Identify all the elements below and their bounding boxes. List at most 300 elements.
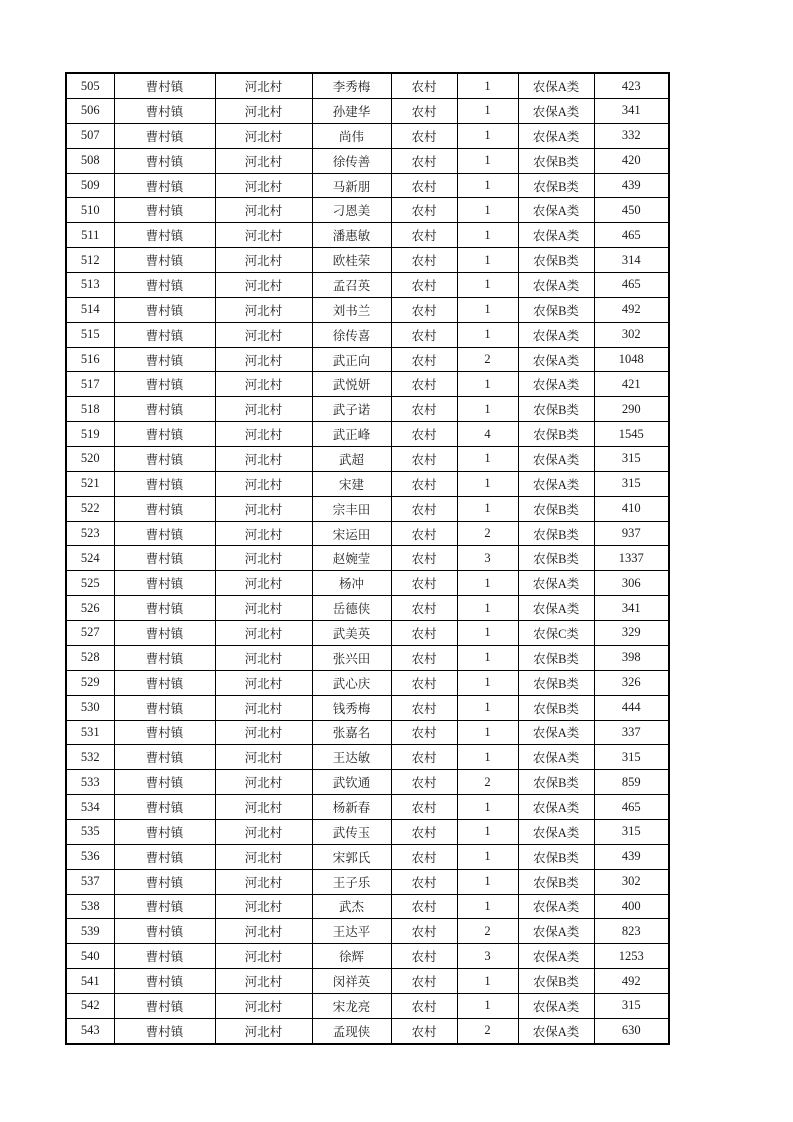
table-cell: 2: [457, 521, 518, 546]
table-cell: 507: [66, 123, 114, 148]
table-row: [66, 546, 669, 571]
table-cell: 农保B类: [518, 546, 594, 571]
table-cell: 1: [457, 273, 518, 298]
table-cell: 农保B类: [518, 297, 594, 322]
table-cell: 423: [594, 73, 669, 99]
table-cell: 农保A类: [518, 819, 594, 844]
table-cell: 曹村镇: [114, 720, 215, 745]
table-cell: 岳德侠: [312, 596, 391, 621]
table-cell: 410: [594, 496, 669, 521]
table-cell: 521: [66, 471, 114, 496]
table-cell: 曹村镇: [114, 596, 215, 621]
table-cell: 曹村镇: [114, 173, 215, 198]
table-cell: 潘惠敏: [312, 223, 391, 248]
table-cell: 农保B类: [518, 148, 594, 173]
table-cell: 509: [66, 173, 114, 198]
table-cell: 河北村: [215, 621, 312, 646]
table-cell: 河北村: [215, 347, 312, 372]
table-cell: 1253: [594, 944, 669, 969]
table-cell: 1: [457, 123, 518, 148]
table-cell: 农保B类: [518, 969, 594, 994]
table-cell: 曹村镇: [114, 248, 215, 273]
table-cell: 524: [66, 546, 114, 571]
table-cell: 曹村镇: [114, 397, 215, 422]
table-cell: 曹村镇: [114, 123, 215, 148]
table-cell: 河北村: [215, 148, 312, 173]
table-cell: 1: [457, 148, 518, 173]
table-cell: 武传玉: [312, 819, 391, 844]
table-cell: 杨冲: [312, 571, 391, 596]
table-cell: 武杰: [312, 894, 391, 919]
table-row: [66, 372, 669, 397]
table-cell: 农保B类: [518, 670, 594, 695]
table-cell: 王达敏: [312, 745, 391, 770]
table-cell: 河北村: [215, 844, 312, 869]
table-cell: 329: [594, 621, 669, 646]
table-cell: 徐传喜: [312, 322, 391, 347]
table-cell: 河北村: [215, 322, 312, 347]
table-cell: 439: [594, 844, 669, 869]
table-cell: 1: [457, 670, 518, 695]
table-cell: 曹村镇: [114, 521, 215, 546]
table-cell: 1: [457, 397, 518, 422]
table-cell: 1: [457, 173, 518, 198]
table-cell: 1: [457, 795, 518, 820]
table-cell: 曹村镇: [114, 571, 215, 596]
table-row: [66, 720, 669, 745]
table-cell: 农村: [391, 745, 457, 770]
table-cell: 张兴田: [312, 645, 391, 670]
table-cell: 4: [457, 422, 518, 447]
table-cell: 曹村镇: [114, 347, 215, 372]
table-cell: 1: [457, 695, 518, 720]
table-cell: 张嘉名: [312, 720, 391, 745]
table-cell: 326: [594, 670, 669, 695]
table-row: [66, 770, 669, 795]
table-cell: 531: [66, 720, 114, 745]
table-cell: 1: [457, 894, 518, 919]
table-cell: 曹村镇: [114, 919, 215, 944]
table-cell: 农村: [391, 944, 457, 969]
table-cell: 曹村镇: [114, 695, 215, 720]
table-cell: 538: [66, 894, 114, 919]
table-body: [66, 73, 669, 1044]
table-cell: 宋建: [312, 471, 391, 496]
table-row: [66, 944, 669, 969]
table-cell: 533: [66, 770, 114, 795]
table-cell: 859: [594, 770, 669, 795]
table-cell: 农村: [391, 422, 457, 447]
table-cell: 1: [457, 745, 518, 770]
table-cell: 1: [457, 720, 518, 745]
table-cell: 武超: [312, 447, 391, 472]
table-cell: 农保A类: [518, 198, 594, 223]
table-cell: 农保A类: [518, 795, 594, 820]
table-cell: 1: [457, 471, 518, 496]
table-cell: 武心庆: [312, 670, 391, 695]
table-cell: 2: [457, 770, 518, 795]
table-cell: 536: [66, 844, 114, 869]
table-cell: 农村: [391, 844, 457, 869]
table-cell: 武子诺: [312, 397, 391, 422]
table-row: [66, 1018, 669, 1044]
table-cell: 徐辉: [312, 944, 391, 969]
table-cell: 农村: [391, 720, 457, 745]
table-cell: 农保B类: [518, 248, 594, 273]
table-cell: 曹村镇: [114, 372, 215, 397]
table-cell: 曹村镇: [114, 993, 215, 1018]
table-cell: 1337: [594, 546, 669, 571]
table-cell: 农村: [391, 670, 457, 695]
table-cell: 河北村: [215, 670, 312, 695]
table-cell: 1: [457, 596, 518, 621]
table-cell: 农村: [391, 223, 457, 248]
table-cell: 河北村: [215, 745, 312, 770]
table-cell: 514: [66, 297, 114, 322]
table-row: [66, 198, 669, 223]
table-cell: 农村: [391, 99, 457, 124]
table-cell: 542: [66, 993, 114, 1018]
table-cell: 河北村: [215, 99, 312, 124]
table-cell: 农保B类: [518, 645, 594, 670]
table-cell: 1: [457, 447, 518, 472]
table-cell: 1: [457, 223, 518, 248]
table-cell: 农村: [391, 471, 457, 496]
table-cell: 农保A类: [518, 372, 594, 397]
table-cell: 444: [594, 695, 669, 720]
table-cell: 李秀梅: [312, 73, 391, 99]
table-cell: 农村: [391, 148, 457, 173]
table-cell: 519: [66, 422, 114, 447]
table-row: [66, 571, 669, 596]
table-cell: 农村: [391, 596, 457, 621]
table-cell: 农村: [391, 546, 457, 571]
table-cell: 525: [66, 571, 114, 596]
table-cell: 420: [594, 148, 669, 173]
table-cell: 1: [457, 73, 518, 99]
table-cell: 农村: [391, 969, 457, 994]
table-row: [66, 347, 669, 372]
table-cell: 314: [594, 248, 669, 273]
table-cell: 439: [594, 173, 669, 198]
table-cell: 450: [594, 198, 669, 223]
table-cell: 492: [594, 969, 669, 994]
table-cell: 曹村镇: [114, 844, 215, 869]
table-row: [66, 869, 669, 894]
table-cell: 农保B类: [518, 844, 594, 869]
table-row: [66, 173, 669, 198]
table-cell: 537: [66, 869, 114, 894]
table-row: [66, 123, 669, 148]
table-cell: 1: [457, 198, 518, 223]
table-cell: 河北村: [215, 248, 312, 273]
table-cell: 510: [66, 198, 114, 223]
table-cell: 518: [66, 397, 114, 422]
table-cell: 刘书兰: [312, 297, 391, 322]
table-row: [66, 397, 669, 422]
table-cell: 512: [66, 248, 114, 273]
table-cell: 曹村镇: [114, 322, 215, 347]
table-cell: 农保B类: [518, 695, 594, 720]
table-cell: 农村: [391, 819, 457, 844]
table-cell: 农保B类: [518, 397, 594, 422]
table-cell: 农保A类: [518, 993, 594, 1018]
table-cell: 武正峰: [312, 422, 391, 447]
table-cell: 曹村镇: [114, 148, 215, 173]
table-cell: 523: [66, 521, 114, 546]
table-cell: 315: [594, 745, 669, 770]
table-cell: 马新朋: [312, 173, 391, 198]
table-cell: 630: [594, 1018, 669, 1044]
table-cell: 河北村: [215, 993, 312, 1018]
table-row: [66, 894, 669, 919]
table-cell: 农保A类: [518, 123, 594, 148]
table-cell: 曹村镇: [114, 198, 215, 223]
table-cell: 武钦通: [312, 770, 391, 795]
table-cell: 315: [594, 819, 669, 844]
table-cell: 农保A类: [518, 322, 594, 347]
table-cell: 522: [66, 496, 114, 521]
table-cell: 农保B类: [518, 173, 594, 198]
table-cell: 尚伟: [312, 123, 391, 148]
table-cell: 河北村: [215, 944, 312, 969]
table-cell: 332: [594, 123, 669, 148]
table-cell: 曹村镇: [114, 670, 215, 695]
table-cell: 河北村: [215, 496, 312, 521]
table-cell: 农村: [391, 123, 457, 148]
table-cell: 3: [457, 546, 518, 571]
table-cell: 341: [594, 596, 669, 621]
table-row: [66, 99, 669, 124]
table-cell: 徐传善: [312, 148, 391, 173]
table-cell: 337: [594, 720, 669, 745]
table-cell: 302: [594, 869, 669, 894]
table-row: [66, 447, 669, 472]
table-cell: 河北村: [215, 571, 312, 596]
table-cell: 农保A类: [518, 919, 594, 944]
table-cell: 1: [457, 99, 518, 124]
table-cell: 曹村镇: [114, 894, 215, 919]
table-cell: 农村: [391, 621, 457, 646]
table-cell: 河北村: [215, 645, 312, 670]
table-cell: 王达平: [312, 919, 391, 944]
table-row: [66, 273, 669, 298]
table-cell: 农村: [391, 198, 457, 223]
table-cell: 315: [594, 471, 669, 496]
table-cell: 曹村镇: [114, 621, 215, 646]
table-cell: 540: [66, 944, 114, 969]
table-cell: 河北村: [215, 73, 312, 99]
table-cell: 1: [457, 869, 518, 894]
table-cell: 农村: [391, 73, 457, 99]
table-cell: 506: [66, 99, 114, 124]
table-row: [66, 645, 669, 670]
table-cell: 曹村镇: [114, 819, 215, 844]
table-cell: 526: [66, 596, 114, 621]
table-row: [66, 969, 669, 994]
table-cell: 513: [66, 273, 114, 298]
table-cell: 宋郭氏: [312, 844, 391, 869]
table-cell: 290: [594, 397, 669, 422]
table-cell: 530: [66, 695, 114, 720]
table-row: [66, 73, 669, 99]
table-cell: 河北村: [215, 372, 312, 397]
table-cell: 农村: [391, 993, 457, 1018]
table-row: [66, 496, 669, 521]
table-cell: 农村: [391, 770, 457, 795]
table-cell: 河北村: [215, 546, 312, 571]
table-cell: 1: [457, 372, 518, 397]
table-cell: 闵祥英: [312, 969, 391, 994]
table-cell: 宋运田: [312, 521, 391, 546]
table-cell: 937: [594, 521, 669, 546]
table-cell: 823: [594, 919, 669, 944]
table-cell: 534: [66, 795, 114, 820]
table-cell: 511: [66, 223, 114, 248]
table-cell: 465: [594, 273, 669, 298]
table-row: [66, 297, 669, 322]
table-cell: 武正向: [312, 347, 391, 372]
table-cell: 刁恩美: [312, 198, 391, 223]
table-cell: 河北村: [215, 471, 312, 496]
table-cell: 1048: [594, 347, 669, 372]
table-cell: 河北村: [215, 869, 312, 894]
table-cell: 河北村: [215, 969, 312, 994]
table-cell: 河北村: [215, 795, 312, 820]
table-cell: 农保A类: [518, 273, 594, 298]
table-cell: 农村: [391, 894, 457, 919]
table-cell: 河北村: [215, 297, 312, 322]
table-cell: 河北村: [215, 397, 312, 422]
table-cell: 王子乐: [312, 869, 391, 894]
table-cell: 农保A类: [518, 73, 594, 99]
table-cell: 宋龙亮: [312, 993, 391, 1018]
table-cell: 528: [66, 645, 114, 670]
table-cell: 农保A类: [518, 894, 594, 919]
table-cell: 河北村: [215, 770, 312, 795]
table-cell: 2: [457, 1018, 518, 1044]
table-cell: 河北村: [215, 521, 312, 546]
table-cell: 1: [457, 993, 518, 1018]
table-row: [66, 695, 669, 720]
table-row: [66, 745, 669, 770]
table-cell: 农保C类: [518, 621, 594, 646]
table-cell: 农保B类: [518, 521, 594, 546]
table-cell: 农保A类: [518, 447, 594, 472]
table-cell: 农村: [391, 273, 457, 298]
table-cell: 曹村镇: [114, 496, 215, 521]
table-cell: 农保A类: [518, 720, 594, 745]
table-cell: 河北村: [215, 198, 312, 223]
table-cell: 曹村镇: [114, 73, 215, 99]
table-cell: 农村: [391, 372, 457, 397]
table-cell: 农村: [391, 919, 457, 944]
table-row: [66, 248, 669, 273]
table-cell: 河北村: [215, 695, 312, 720]
table-cell: 农村: [391, 571, 457, 596]
table-cell: 孙建华: [312, 99, 391, 124]
table-cell: 农村: [391, 521, 457, 546]
table-cell: 515: [66, 322, 114, 347]
table-cell: 农保B类: [518, 869, 594, 894]
table-cell: 宗丰田: [312, 496, 391, 521]
table-row: [66, 844, 669, 869]
table-cell: 1545: [594, 422, 669, 447]
table-cell: 农村: [391, 695, 457, 720]
table-cell: 农保A类: [518, 596, 594, 621]
table-cell: 465: [594, 223, 669, 248]
table-cell: 505: [66, 73, 114, 99]
data-table: [65, 72, 670, 1045]
table-cell: 1: [457, 969, 518, 994]
table-cell: 钱秀梅: [312, 695, 391, 720]
table-cell: 河北村: [215, 123, 312, 148]
table-cell: 1: [457, 621, 518, 646]
table-cell: 农保B类: [518, 496, 594, 521]
table-row: [66, 223, 669, 248]
table-cell: 341: [594, 99, 669, 124]
table-row: [66, 148, 669, 173]
table-cell: 400: [594, 894, 669, 919]
table-cell: 武悦妍: [312, 372, 391, 397]
table-cell: 2: [457, 347, 518, 372]
table-row: [66, 670, 669, 695]
table-cell: 曹村镇: [114, 546, 215, 571]
table-cell: 河北村: [215, 720, 312, 745]
table-cell: 河北村: [215, 173, 312, 198]
table-cell: 曹村镇: [114, 99, 215, 124]
table-cell: 520: [66, 447, 114, 472]
table-cell: 河北村: [215, 894, 312, 919]
table-row: [66, 471, 669, 496]
table-cell: 农村: [391, 347, 457, 372]
table-cell: 306: [594, 571, 669, 596]
table-cell: 农村: [391, 322, 457, 347]
table-row: [66, 919, 669, 944]
table-cell: 529: [66, 670, 114, 695]
table-cell: 曹村镇: [114, 223, 215, 248]
table-cell: 曹村镇: [114, 969, 215, 994]
table-cell: 3: [457, 944, 518, 969]
table-cell: 农村: [391, 297, 457, 322]
table-cell: 河北村: [215, 273, 312, 298]
table-cell: 河北村: [215, 919, 312, 944]
table-cell: 曹村镇: [114, 944, 215, 969]
table-cell: 曹村镇: [114, 1018, 215, 1044]
table-cell: 1: [457, 571, 518, 596]
table-cell: 赵婉莹: [312, 546, 391, 571]
table-cell: 曹村镇: [114, 645, 215, 670]
table-cell: 农村: [391, 248, 457, 273]
table-row: [66, 322, 669, 347]
table-cell: 2: [457, 919, 518, 944]
table-cell: 欧桂荣: [312, 248, 391, 273]
table-cell: 农保A类: [518, 944, 594, 969]
table-cell: 315: [594, 993, 669, 1018]
table-cell: 曹村镇: [114, 745, 215, 770]
table-cell: 农保B类: [518, 422, 594, 447]
table-cell: 517: [66, 372, 114, 397]
table-cell: 421: [594, 372, 669, 397]
table-cell: 孟召英: [312, 273, 391, 298]
table-cell: 农村: [391, 795, 457, 820]
table-cell: 543: [66, 1018, 114, 1044]
table-cell: 农村: [391, 1018, 457, 1044]
table-cell: 农保A类: [518, 1018, 594, 1044]
table-cell: 1: [457, 322, 518, 347]
table-cell: 农保A类: [518, 223, 594, 248]
table-cell: 465: [594, 795, 669, 820]
